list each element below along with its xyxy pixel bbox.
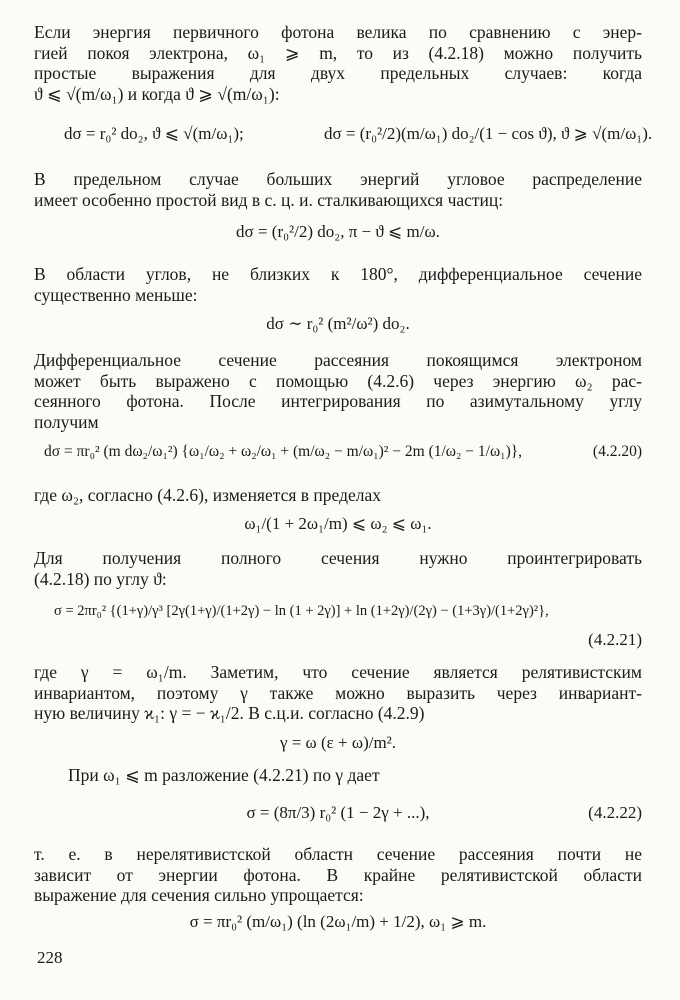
equation-number: (4.2.22)	[588, 803, 642, 822]
text-line: имеет особенно простой вид в с. ц. и. сталкивающихся частиц:	[34, 189, 504, 210]
page-number: 228	[37, 948, 63, 967]
equation-large-angle: dσ = (r₀²/2)(m/ω₁) do₂/(1 − cos ϑ), ϑ ⩾ √(m/ω₁).	[324, 124, 653, 143]
equation-gamma-cm	[34, 733, 642, 757]
text-line: где γ = ω₁/m. Заметим, что сечение является релятивистским	[34, 662, 642, 682]
text-line: ную величину ϰ₁: γ = − ϰ₁/2. В с.ц.и. согласно (4.2.9)	[34, 703, 425, 723]
paragraph-1	[34, 22, 642, 104]
equation-text: dσ = (r₀²/2) do₂, π − ϑ ⩽ m/ω.	[236, 222, 440, 241]
equation-number: (4.2.20)	[592, 443, 642, 460]
paragraph-5	[34, 485, 642, 506]
equation-text: σ = (8π/3) r₀² (1 − 2γ + ...),	[246, 803, 430, 822]
text-line: ϑ ⩽ √(m/ω₁) и когда ϑ ⩾ √(m/ω₁):	[34, 83, 280, 104]
equation-number: (4.2.21)	[588, 630, 642, 649]
text-line: существенно меньше:	[34, 284, 198, 305]
equation-text: γ = ω (ε + ω)/m².	[279, 733, 397, 752]
equation-ultra-relativistic	[34, 912, 642, 942]
equation-high-energy	[34, 222, 642, 248]
equation-omega-range	[34, 514, 642, 538]
text-line: (4.2.18) по углу ϑ:	[34, 568, 167, 589]
paragraph-7	[34, 662, 642, 724]
text-line: выражение для сечения сильно упрощается:	[34, 885, 364, 905]
text-line: В области углов, не близких к 180°, дифференциальное сечение	[34, 264, 642, 284]
text-line: Дифференциальное сечение рассеяния покоящимся электроном	[34, 350, 642, 370]
equation-text: dσ ∼ r₀² (m²/ω²) do₂.	[266, 314, 410, 333]
paragraph-9	[34, 844, 642, 906]
equation-4-2-20	[34, 443, 642, 471]
text-line: инвариантом, поэтому γ также можно выразить через инвариант-	[34, 682, 642, 703]
text-line: т. е. в нерелятивистской областн сечение рассеяния почти не	[34, 844, 642, 864]
equation-text: dσ = πr₀² (m dω₂/ω₁²) {ω₁/ω₂ + ω₂/ω₁ + (m/ω₂ − m/ω₁)² − 2m (1/ω₂ − 1/ω₁)},	[44, 443, 523, 460]
equation-text: σ = πr₀² (m/ω₁) (ln (2ω₁/m) + 1/2), ω₁ ⩾ m.	[189, 912, 487, 931]
text-line: сеянного фотона. После интегрирования по азимутальному углу	[34, 391, 642, 411]
paragraph-4	[34, 350, 642, 432]
paragraph-8	[68, 765, 642, 786]
text-line: Для получения полного сечения нужно проинтегрировать	[34, 548, 642, 568]
text-line: зависит от энергии фотона. В крайне релятивистской области	[34, 864, 642, 885]
paragraph-2	[34, 169, 642, 210]
paragraph-3	[34, 264, 642, 305]
text-line: получим	[34, 411, 99, 432]
equation-limit-cases	[34, 124, 653, 154]
text-line: При ω₁ ⩽ m разложение (4.2.21) по γ дает	[68, 765, 380, 785]
equation-4-2-21	[34, 603, 642, 653]
equation-4-2-22	[34, 803, 642, 831]
equation-text: ω₁/(1 + 2ω₁/m) ⩽ ω₂ ⩽ ω₁.	[244, 514, 432, 533]
text-line: может быть выражено с помощью (4.2.6) через энергию ω₂ рас-	[34, 370, 642, 391]
text-line: где ω₂, согласно (4.2.6), изменяется в пределах	[34, 485, 382, 505]
equation-text: σ = 2πr₀² {(1+γ)/γ³ [2γ(1+γ)/(1+2γ) − ln (1 + 2γ)] + ln (1+2γ)/(2γ) − (1+3γ)/(1+2γ)²},	[54, 603, 549, 619]
equation-other-angles	[34, 314, 642, 340]
text-line: В предельном случае больших энергий угловое распределение	[34, 169, 642, 189]
text-line: простые выражения для двух предельных случаев: когда	[34, 63, 642, 83]
text-line: гией покоя электрона, ω₁ ⩾ m, то из (4.2.18) можно получить	[34, 42, 642, 63]
text-line: Если энергия первичного фотона велика по сравнению с энер-	[34, 22, 642, 42]
paragraph-6	[34, 548, 642, 589]
equation-small-angle: dσ = r₀² do₂, ϑ ⩽ √(m/ω₁);	[64, 124, 244, 143]
